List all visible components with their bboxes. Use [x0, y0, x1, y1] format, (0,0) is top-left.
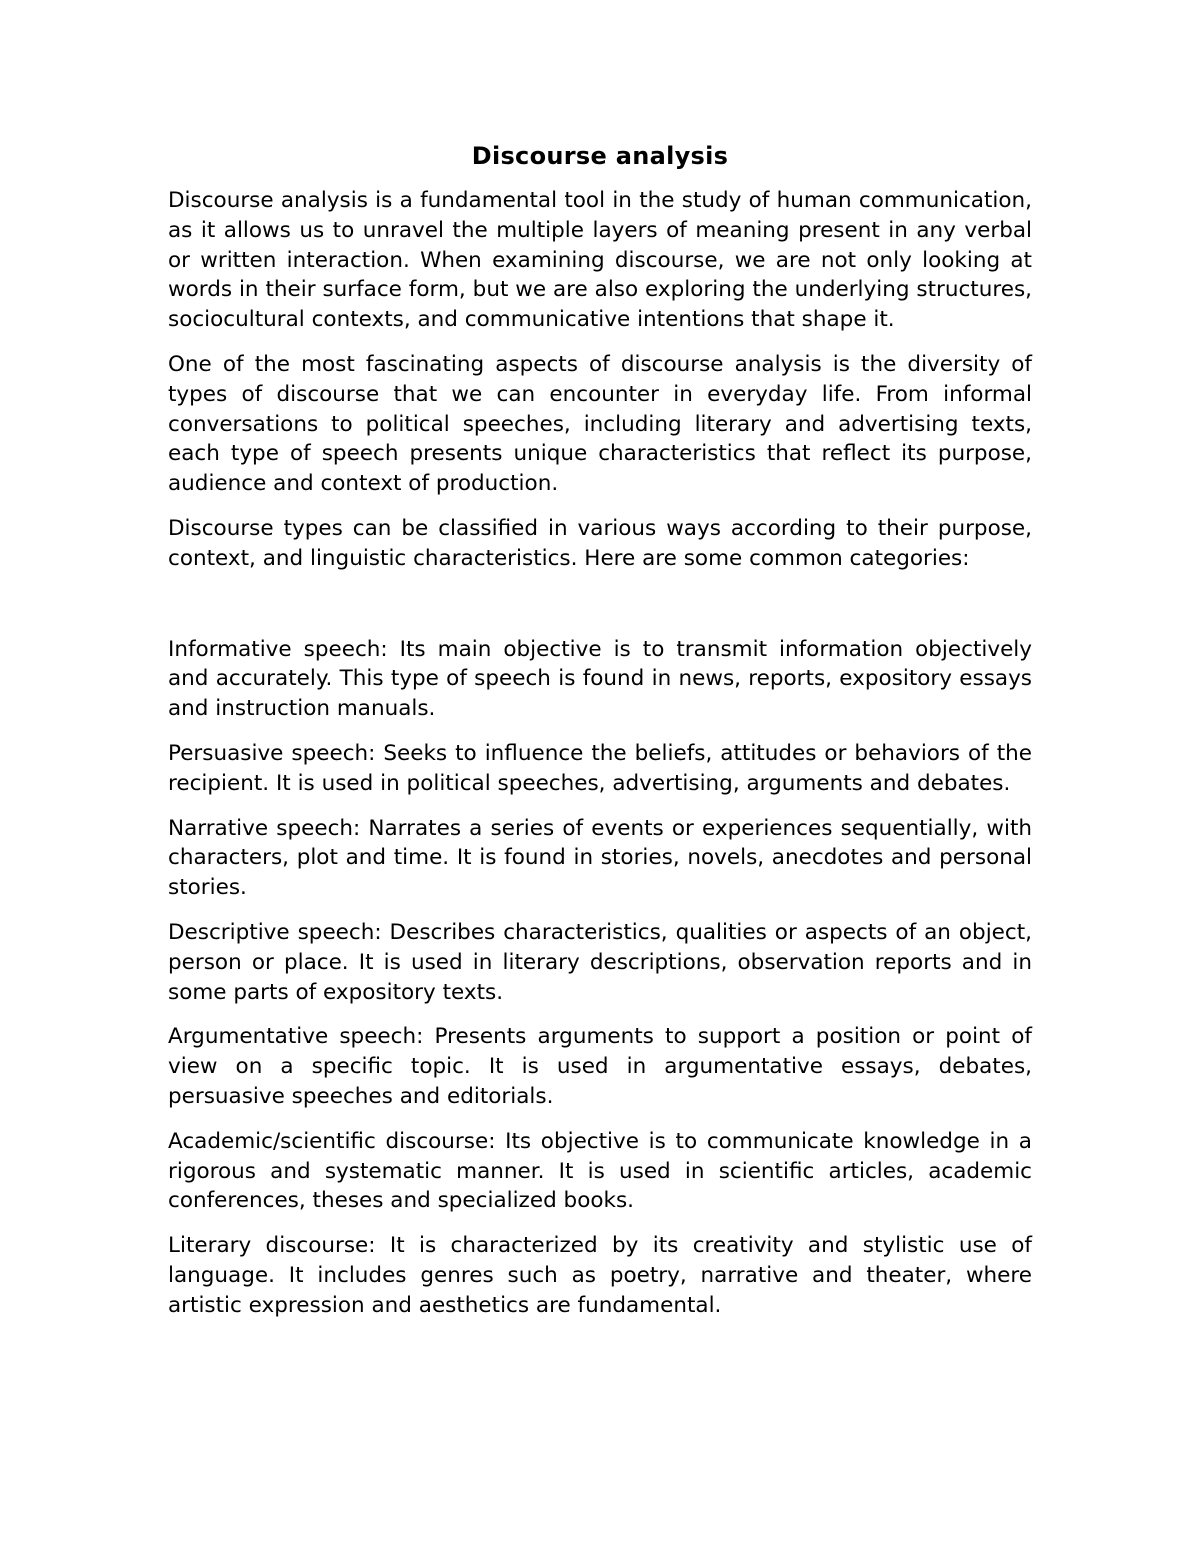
category-descriptive: Descriptive speech: Describes characteristics, qualities or aspects of an object, person or place. It is used in literary descriptions, observation reports and in some parts of expository texts.	[168, 919, 1032, 1005]
intro-paragraph-2: One of the most fascinating aspects of discourse analysis is the diversity of types of discourse that we can encounter in everyday life. From informal conversations to political speeches, including literary and advertising texts, each type of speech presents unique characteristics that reflect its purpose, audience and context of production.	[168, 351, 1032, 497]
document-page	[168, 138, 1032, 1336]
blank-line	[168, 589, 1032, 635]
category-argumentative: Argumentative speech: Presents arguments to support a position or point of view on a specific topic. It is used in argumentative essays, debates, persuasive speeches and editorials.	[168, 1024, 1032, 1109]
document-title: Discourse analysis	[471, 142, 729, 170]
category-academic-scientific: Academic/scientific discourse: Its objective is to communicate knowledge in a rigorous and systematic manner. It is used in scientific articles, academic conferences, theses and specialized books.	[168, 1128, 1032, 1214]
category-narrative: Narrative speech: Narrates a series of events or experiences sequentially, with characters, plot and time. It is found in stories, novels, anecdotes and personal stories.	[168, 815, 1032, 901]
category-informative: Informative speech: Its main objective is to transmit information objectively and accurately. This type of speech is found in news, reports, expository essays and instruction manuals.	[168, 636, 1032, 722]
intro-paragraph-1: Discourse analysis is a fundamental tool in the study of human communication, as it allows us to unravel the multiple layers of meaning present in any verbal or written interaction. When examining discourse, we are not only looking at words in their surface form, but we are also exploring the underlying structures, sociocultural contexts, and communicative intentions that shape it.	[168, 188, 1032, 333]
category-literary: Literary discourse: It is characterized by its creativity and stylistic use of language. It includes genres such as poetry, narrative and theater, where artistic expression and aesthetics are fundamental.	[168, 1233, 1032, 1318]
category-persuasive: Persuasive speech: Seeks to influence the beliefs, attitudes or behaviors of the recipient. It is used in political speeches, advertising, arguments and debates.	[168, 740, 1032, 796]
intro-paragraph-3: Discourse types can be classified in various ways according to their purpose, context, and linguistic characteristics. Here are some common categories:	[168, 515, 1032, 571]
